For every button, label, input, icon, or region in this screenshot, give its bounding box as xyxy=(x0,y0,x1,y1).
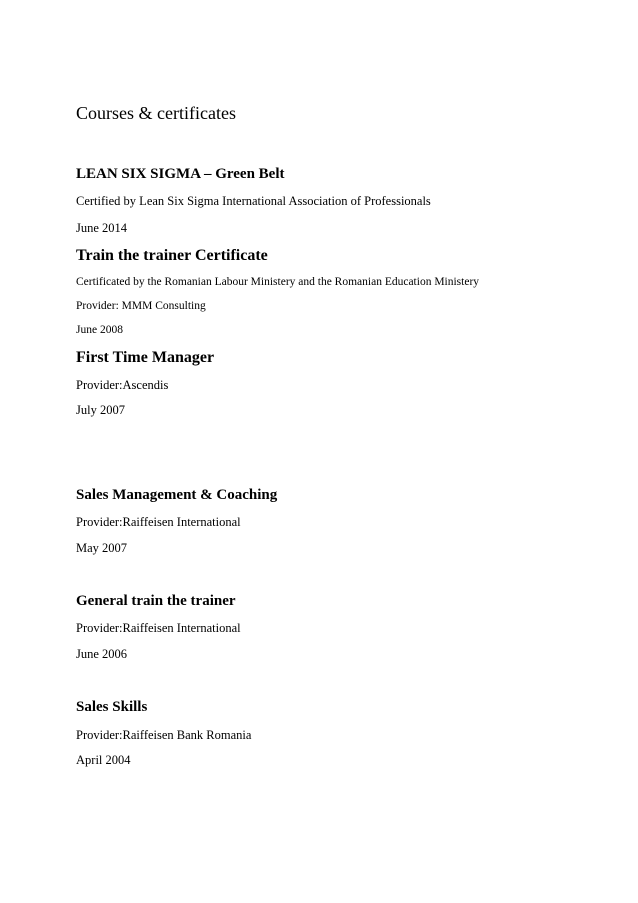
course-date: July 2007 xyxy=(76,403,125,417)
course-title: Sales Skills xyxy=(76,699,148,715)
course-provider: Provider: MMM Consulting xyxy=(76,300,206,312)
course-provider: Provider:Raiffeisen International xyxy=(76,621,241,635)
course-date: June 2008 xyxy=(76,324,123,336)
course-detail: Certified by Lean Six Sigma International Association of Professionals xyxy=(76,194,431,208)
course-provider: Provider:Raiffeisen Bank Romania xyxy=(76,728,252,742)
course-title: LEAN SIX SIGMA – Green Belt xyxy=(76,166,285,182)
course-title: First Time Manager xyxy=(76,349,215,366)
course-date: April 2004 xyxy=(76,753,131,767)
course-title: General train the trainer xyxy=(76,593,236,609)
course-date: June 2014 xyxy=(76,221,128,235)
course-date: May 2007 xyxy=(76,541,128,555)
course-date: June 2006 xyxy=(76,647,128,661)
course-title: Train the trainer Certificate xyxy=(76,247,268,264)
course-detail: Certificated by the Romanian Labour Ministery and the Romanian Education Ministery xyxy=(76,276,480,288)
course-provider: Provider:Raiffeisen International xyxy=(76,515,241,529)
section-title: Courses & certificates xyxy=(76,103,236,123)
course-provider: Provider:Ascendis xyxy=(76,378,169,392)
course-title: Sales Management & Coaching xyxy=(76,487,278,503)
